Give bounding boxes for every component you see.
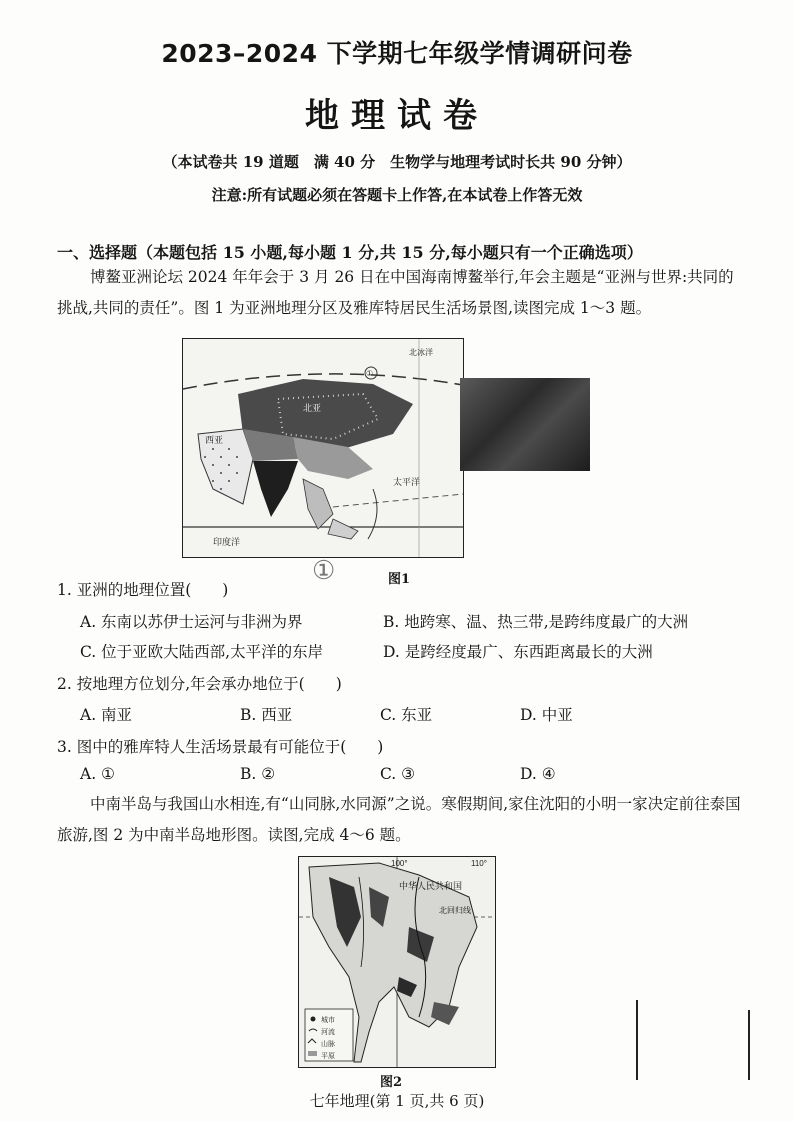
figure-1-bottom-marker: ① [312, 556, 336, 586]
scan-mark-left [636, 1000, 638, 1080]
question-1-option-d: D. 是跨经度最广、东西距离最长的大洲 [383, 643, 653, 661]
question-1-option-c: C. 位于亚欧大陆西部,太平洋的东岸 [80, 643, 324, 661]
question-2-stem: 2. 按地理方位划分,年会承办地位于( ) [57, 675, 342, 693]
question-1-option-a: A. 东南以苏伊士运河与非洲为界 [80, 613, 303, 631]
question-3-option-d: D. ④ [520, 765, 556, 783]
legend-plain: 平原 [321, 1053, 335, 1060]
section-title: 一、选择题（本题包括 15 小题,每小题 1 分,共 15 分,每小题只有一个正确选项） [57, 243, 643, 262]
marker-1: ① [366, 369, 374, 378]
figure-1-caption: 图1 [388, 572, 411, 587]
label-west-asia: 西亚 [205, 435, 224, 445]
label-indian-ocean: 印度洋 [213, 537, 241, 547]
question-2-option-a: A. 南亚 [80, 706, 133, 724]
longitude-100: 100° [391, 859, 408, 868]
figure-1-asia-map [182, 338, 464, 558]
label-china: 中华人民共和国 [399, 881, 463, 891]
legend-river: 河流 [321, 1029, 335, 1036]
passage-2: 中南半岛与我国山水相连,有“山同脉,水同源”之说。寒假期间,家住沈阳的小明一家决定前往泰国旅游,图 2 为中南半岛地形图。读图,完成 4～6 题。 [57, 795, 741, 844]
question-1-stem: 1. 亚洲的地理位置( ) [57, 581, 229, 599]
question-3-option-c: C. ③ [380, 765, 416, 783]
question-2-option-d: D. 中亚 [520, 706, 573, 724]
question-3-option-b: B. ② [240, 765, 276, 783]
legend-city: 城市 [321, 1017, 335, 1024]
question-1-option-b: B. 地跨寒、温、热三带,是跨纬度最广的大洲 [383, 613, 689, 631]
label-pacific: 太平洋 [393, 477, 421, 487]
figure-2-indochina-map [298, 856, 496, 1068]
label-north-asia: 北亚 [303, 403, 322, 413]
longitude-110: 110° [471, 859, 487, 868]
question-3-stem: 3. 图中的雅库特人生活场景最有可能位于( ) [57, 738, 384, 756]
question-2-option-c: C. 东亚 [380, 706, 433, 724]
question-2-option-b: B. 西亚 [240, 706, 293, 724]
page-footer: 七年地理(第 1 页,共 6 页) [309, 1092, 485, 1110]
passage-1: 博鳌亚洲论坛 2024 年年会于 3 月 26 日在中国海南博鳌举行,年会主题是“亚洲与世界:共同的挑战,共同的责任”。图 1 为亚洲地理分区及雅库特居民生活场景图,读图完成 1～3 题。 [57, 268, 734, 317]
label-arctic: 北冰洋 [409, 348, 433, 357]
exam-info-note: （本试卷共 19 道题 满 40 分 生物学与地理考试时长共 90 分钟） [162, 153, 632, 171]
legend-mountain: 山脉 [321, 1041, 335, 1048]
figure-2-caption: 图2 [380, 1075, 403, 1090]
answer-instruction-note: 注意:所有试题必须在答题卡上作答,在本试卷上作答无效 [211, 186, 583, 204]
asia-map-drawing [183, 339, 463, 557]
exam-title: 2023–2024 下学期七年级学情调研问卷 [161, 39, 633, 68]
question-3-option-a: A. ① [80, 765, 115, 783]
label-tropic: 北回归线 [439, 906, 471, 915]
yakut-life-photo [460, 378, 590, 471]
scan-mark-right [748, 1010, 750, 1080]
subject-title: 地理试卷 [305, 96, 489, 136]
indochina-map-drawing [299, 857, 495, 1067]
